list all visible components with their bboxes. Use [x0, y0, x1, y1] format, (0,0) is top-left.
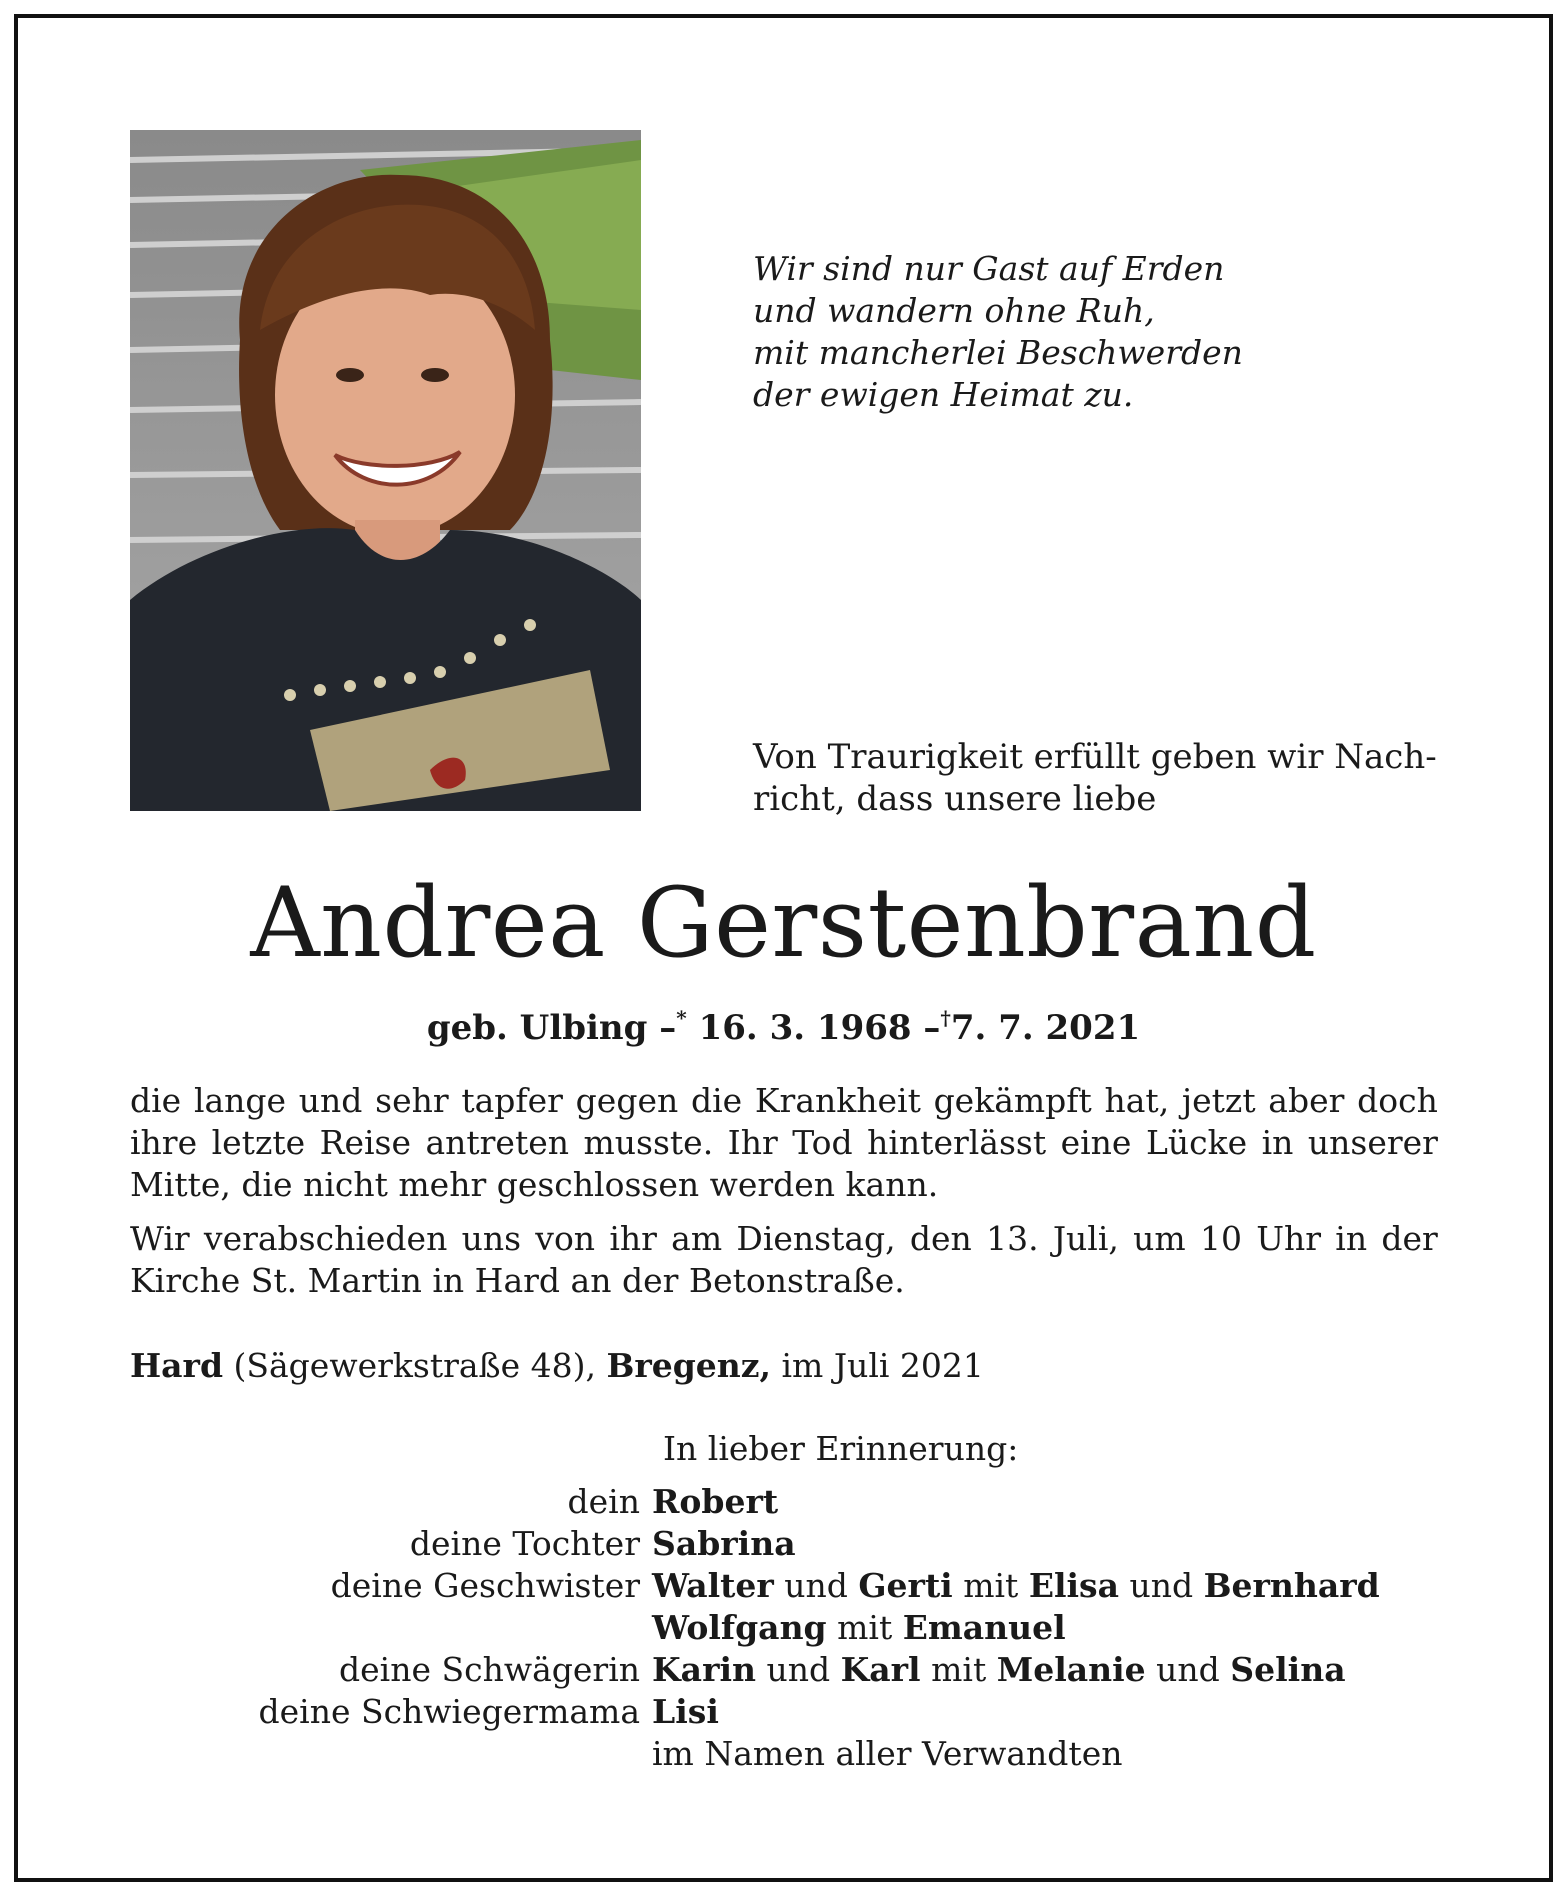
body-word: Lücke [1145, 1123, 1248, 1162]
poem-line: der ewigen Heimat zu. [753, 375, 1134, 414]
body-word: sehr [375, 1081, 449, 1120]
person-name: Wolfgang [652, 1608, 827, 1647]
relation: deine Schwägerin [339, 1650, 640, 1689]
body-word: doch [1357, 1081, 1438, 1120]
family-row [130, 1691, 1450, 1733]
body-word: gekämpft [933, 1081, 1092, 1120]
connector: mit [826, 1608, 903, 1647]
body-word: Reise [319, 1123, 411, 1162]
person-name: Selina [1230, 1650, 1346, 1689]
body-word: der [1381, 1219, 1438, 1258]
family-row [130, 1649, 1450, 1691]
person-name: Karin [652, 1650, 756, 1689]
body-word: von [535, 1219, 596, 1258]
body-word: um [1133, 1219, 1186, 1258]
body-word: verabschieden [203, 1219, 448, 1258]
body-word: jetzt [1181, 1081, 1256, 1120]
person-name: Bernhard [1203, 1566, 1380, 1605]
body-line [130, 1080, 1438, 1122]
connector: und [1119, 1566, 1204, 1605]
poem-line: und wandern ohne Ruh, [753, 291, 1155, 330]
person-name: Sabrina [652, 1524, 796, 1563]
body-word: gegen [575, 1081, 679, 1120]
person-name: Emanuel [902, 1608, 1066, 1647]
body-line [130, 1218, 1438, 1260]
body-word: 10 [1199, 1219, 1242, 1258]
body-word: Wir [130, 1219, 190, 1258]
body-word: Krankheit [754, 1081, 921, 1120]
connector: und [773, 1566, 859, 1605]
person-name: Karl [840, 1650, 921, 1689]
body-word: am [671, 1219, 723, 1258]
body-word: die [690, 1081, 743, 1120]
body-word: tapfer [461, 1081, 563, 1120]
place-date [130, 1345, 984, 1387]
month-year: im Juli 2021 [771, 1346, 984, 1385]
deceased-name: Andrea Gerstenbrand [250, 867, 1317, 979]
connector: mit [920, 1650, 997, 1689]
family-row [130, 1565, 1450, 1607]
family-list [130, 1481, 1450, 1775]
born-symbol: * [676, 1006, 687, 1030]
body-word: Ihr [727, 1123, 778, 1162]
body-line [130, 1122, 1438, 1164]
portrait-photo [130, 130, 641, 811]
body-text [130, 1080, 1438, 1302]
body-word: eine [1060, 1123, 1132, 1162]
family-row [130, 1523, 1450, 1565]
person-name: Walter [652, 1566, 774, 1605]
separator: – [923, 1008, 941, 1048]
family-row [130, 1733, 1450, 1775]
life-dates [0, 996, 1567, 1050]
intro-text [753, 736, 1453, 820]
separator: – [659, 1008, 677, 1048]
body-word: hat, [1104, 1081, 1170, 1120]
poem-line: mit mancherlei Beschwerden [753, 333, 1243, 372]
body-word: den [909, 1219, 972, 1258]
portrait-illustration [130, 130, 641, 811]
body-word: musste. [583, 1123, 714, 1162]
address: (Sägewerkstraße 48), [223, 1346, 607, 1385]
body-word: Juli, [1052, 1219, 1119, 1258]
body-word: Tod [792, 1123, 853, 1162]
body-word: lange [193, 1081, 287, 1120]
intro-line: richt, dass unsere liebe [753, 779, 1157, 819]
death-date: 7. 7. 2021 [950, 1008, 1141, 1048]
body-word: Dienstag, [736, 1219, 896, 1258]
body-word: und [298, 1081, 363, 1120]
body-word: unserer [1307, 1123, 1438, 1162]
died-symbol: † [940, 1006, 951, 1030]
body-word: antreten [425, 1123, 570, 1162]
person-name: Elisa [1028, 1566, 1119, 1605]
relation: deine Tochter [409, 1524, 640, 1563]
body-word: in [1335, 1219, 1368, 1258]
relation: deine Geschwister [330, 1566, 640, 1605]
intro-line: Von Traurigkeit erfüllt geben wir Nach- [753, 737, 1437, 777]
relation: dein [567, 1482, 640, 1521]
family-row [130, 1607, 1450, 1649]
body-word: aber [1268, 1081, 1345, 1120]
town-hard: Hard [130, 1346, 224, 1385]
body-word: uns [461, 1219, 522, 1258]
person-name: Robert [652, 1482, 779, 1521]
relation: deine Schwiegermama [258, 1692, 640, 1731]
body-word: ihr [609, 1219, 657, 1258]
person-name: Gerti [858, 1566, 953, 1605]
body-word: 13. [986, 1219, 1039, 1258]
poem [753, 248, 1453, 416]
relatives-note: im Namen aller Verwandten [652, 1734, 1123, 1773]
birth-name: geb. Ulbing [426, 1008, 648, 1048]
connector: mit [952, 1566, 1029, 1605]
person-name: Melanie [996, 1650, 1146, 1689]
poem-line: Wir sind nur Gast auf Erden [753, 249, 1225, 288]
body-word: hinterlässt [867, 1123, 1047, 1162]
town-bregenz: Bregenz, [606, 1346, 772, 1385]
body-word: Uhr [1256, 1219, 1322, 1258]
body-line: Kirche St. Martin in Hard an der Betonstraße. [130, 1261, 905, 1300]
connector: und [1145, 1650, 1231, 1689]
body-word: in [1261, 1123, 1294, 1162]
family-row [130, 1481, 1450, 1523]
person-name: Lisi [652, 1692, 719, 1731]
connector: und [755, 1650, 841, 1689]
body-word: letzte [211, 1123, 306, 1162]
body-word: ihre [130, 1123, 198, 1162]
memory-title: In lieber Erinnerung: [663, 1429, 1019, 1468]
birth-date: 16. 3. 1968 [698, 1008, 912, 1048]
body-line: Mitte, die nicht mehr geschlossen werden kann. [130, 1165, 939, 1204]
body-word: die [130, 1081, 182, 1120]
